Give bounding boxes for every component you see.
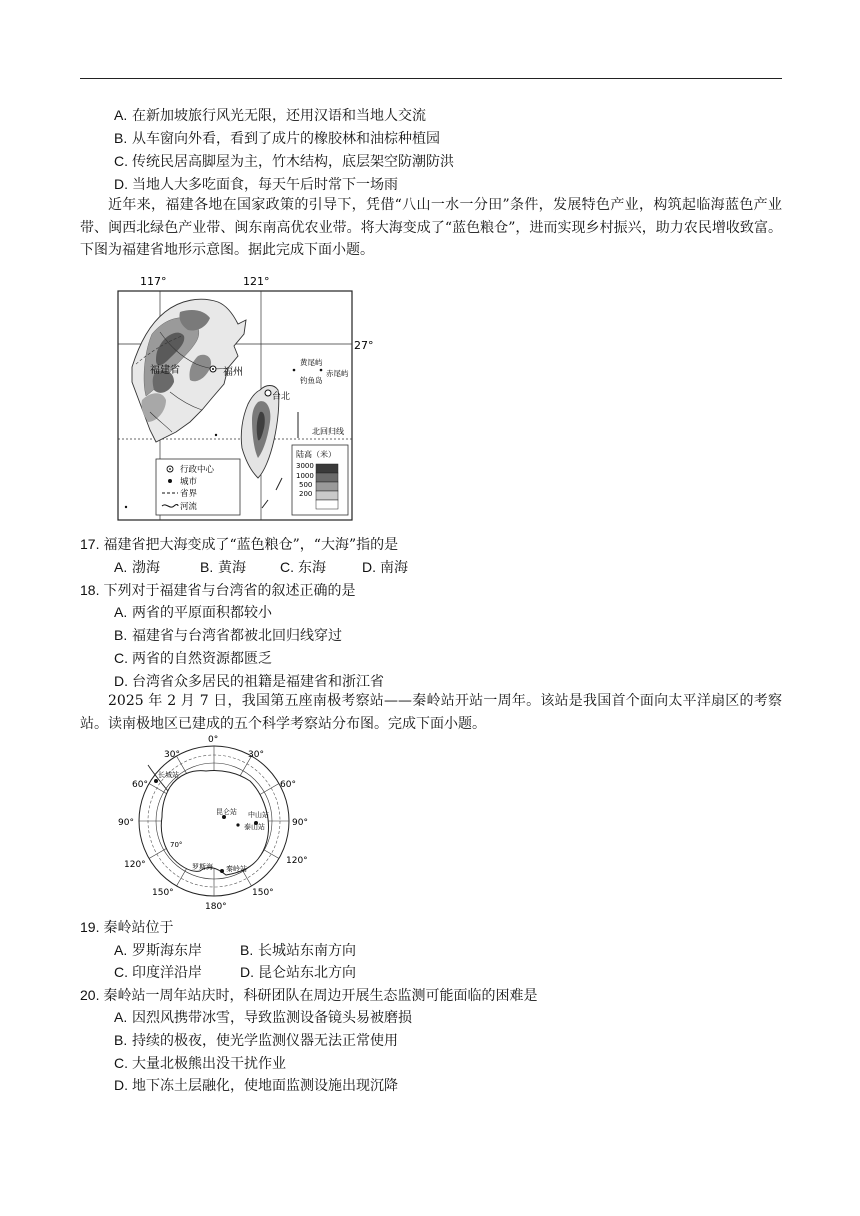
q18-option-b[interactable]: B. 福建省与台湾省都被北回归线穿过: [114, 627, 342, 644]
taibei-label: 台北: [272, 392, 291, 402]
q19-stem: 19. 秦岭站位于: [80, 919, 174, 936]
q17-option-c[interactable]: C. 东海: [280, 559, 326, 576]
elevation-title: 陆高（米）: [296, 450, 336, 459]
lon-120w: 120°: [124, 860, 146, 870]
q19-option-a[interactable]: A. 罗斯海东岸: [114, 942, 202, 959]
chiwei-label: 赤尾屿: [326, 369, 349, 378]
q17-option-d[interactable]: D. 南海: [362, 559, 408, 576]
q18-stem: 18. 下列对于福建省与台湾省的叙述正确的是: [80, 582, 356, 599]
lon-117-label: 117°: [140, 275, 167, 288]
elev-200: 200: [299, 490, 313, 498]
huangwei-label: 黄尾屿: [300, 358, 323, 367]
q20-stem: 20. 秦岭站一周年站庆时，科研团队在周边开展生态监测可能面临的困难是: [80, 987, 538, 1004]
legend-river: 河流: [180, 502, 198, 512]
q19-options-row2: [114, 963, 356, 982]
diaoyu-label: 钓鱼岛: [300, 376, 323, 385]
antarctic-stations-map: [114, 733, 314, 913]
q20-option-b[interactable]: B. 持续的极夜，使光学监测仪器无法正常使用: [114, 1032, 398, 1049]
changcheng-label: 长城站: [158, 771, 179, 779]
q17-option-b[interactable]: B. 黄海: [200, 559, 246, 576]
q17-options: [114, 558, 408, 577]
lat-27-label: 27°: [354, 339, 374, 352]
q20-option-d[interactable]: D. 地下冻土层融化，使地面监测设施出现沉降: [114, 1077, 398, 1094]
taishan-label: 泰山站: [244, 823, 265, 831]
legend-border: 省界: [180, 489, 198, 499]
kunlun-label: 昆仑站: [216, 808, 237, 816]
q16-option-c[interactable]: C. 传统民居高脚屋为主，竹木结构，底层架空防潮防洪: [114, 153, 454, 170]
fujian-intro-paragraph: 近年来，福建各地在国家政策的引导下，凭借“八山一水一分田”条件，发展特色产业，构筑起临海蓝色产业带、闽西北绿色产业带、闽东南高优农业带。将大海变成了“蓝色粮仓”，进而实现乡村振兴，助力农民增收致富。下图为福建省地形示意图。据此完成下面小题。: [80, 197, 782, 258]
legend-city: 城市: [180, 477, 198, 487]
legend-capital: 行政中心: [180, 465, 215, 475]
lon-60w: 60°: [132, 780, 148, 790]
q16-option-a[interactable]: A. 在新加坡旅行风光无限，还用汉语和当地人交流: [114, 107, 426, 124]
lon-0: 0°: [208, 735, 219, 745]
lon-121-label: 121°: [243, 275, 270, 288]
elev-3000: 3000: [296, 462, 314, 470]
header-rule: [80, 78, 782, 79]
lon-60e: 60°: [280, 780, 296, 790]
qinling-label: 秦岭站: [226, 865, 247, 873]
fujian-terrain-map: [110, 272, 374, 524]
q16-option-b[interactable]: B. 从车窗向外看，看到了成片的橡胶林和油棕种植园: [114, 130, 440, 147]
q19-option-b[interactable]: B. 长城站东南方向: [240, 942, 356, 959]
fuzhou-label: 福州: [223, 367, 243, 378]
q18-option-d[interactable]: D. 台湾省众多居民的祖籍是福建省和浙江省: [114, 673, 384, 690]
lon-90w: 90°: [118, 818, 134, 828]
lon-30e: 30°: [248, 750, 264, 760]
q17-stem: 17. 福建省把大海变成了“蓝色粮仓”，“大海”指的是: [80, 536, 399, 553]
q17-option-a[interactable]: A. 渤海: [114, 559, 160, 576]
zhongshan-label: 中山站: [248, 811, 269, 819]
lon-90e: 90°: [292, 818, 308, 828]
lon-30w: 30°: [164, 750, 180, 760]
q19-options-row1: [114, 941, 356, 960]
q18-option-c[interactable]: C. 两省的自然资源都匮乏: [114, 650, 272, 667]
lat-70-label: 70°: [170, 841, 183, 849]
q20-option-c[interactable]: C. 大量北极熊出没干扰作业: [114, 1055, 286, 1072]
q16-option-d[interactable]: D. 当地人大多吃面食，每天午后时常下一场雨: [114, 176, 398, 193]
elev-1000: 1000: [296, 472, 314, 480]
antarctic-intro-paragraph: 2025 年 2 月 7 日，我国第五座南极考察站——秦岭站开站一周年。该站是我国首个面向太平洋扇区的考察站。读南极地区已建成的五个科学考察站分布图。完成下面小题。: [80, 693, 782, 732]
q20-option-a[interactable]: A. 因烈风携带冰雪，导致监测设备镜头易被磨损: [114, 1009, 412, 1026]
elev-500: 500: [299, 481, 313, 489]
lon-120e: 120°: [286, 856, 308, 866]
lon-150w: 150°: [152, 888, 174, 898]
taibei-marker: [265, 390, 271, 396]
lon-150e: 150°: [252, 888, 274, 898]
q19-option-c[interactable]: C. 印度洋沿岸: [114, 964, 202, 981]
tropic-label: 北回归线: [312, 427, 344, 436]
fujian-province-label: 福建省: [150, 365, 180, 376]
ross-sea-label: 罗斯海: [192, 863, 213, 871]
lon-180: 180°: [205, 902, 227, 912]
q19-option-d[interactable]: D. 昆仑站东北方向: [240, 964, 356, 981]
q18-option-a[interactable]: A. 两省的平原面积都较小: [114, 604, 272, 621]
